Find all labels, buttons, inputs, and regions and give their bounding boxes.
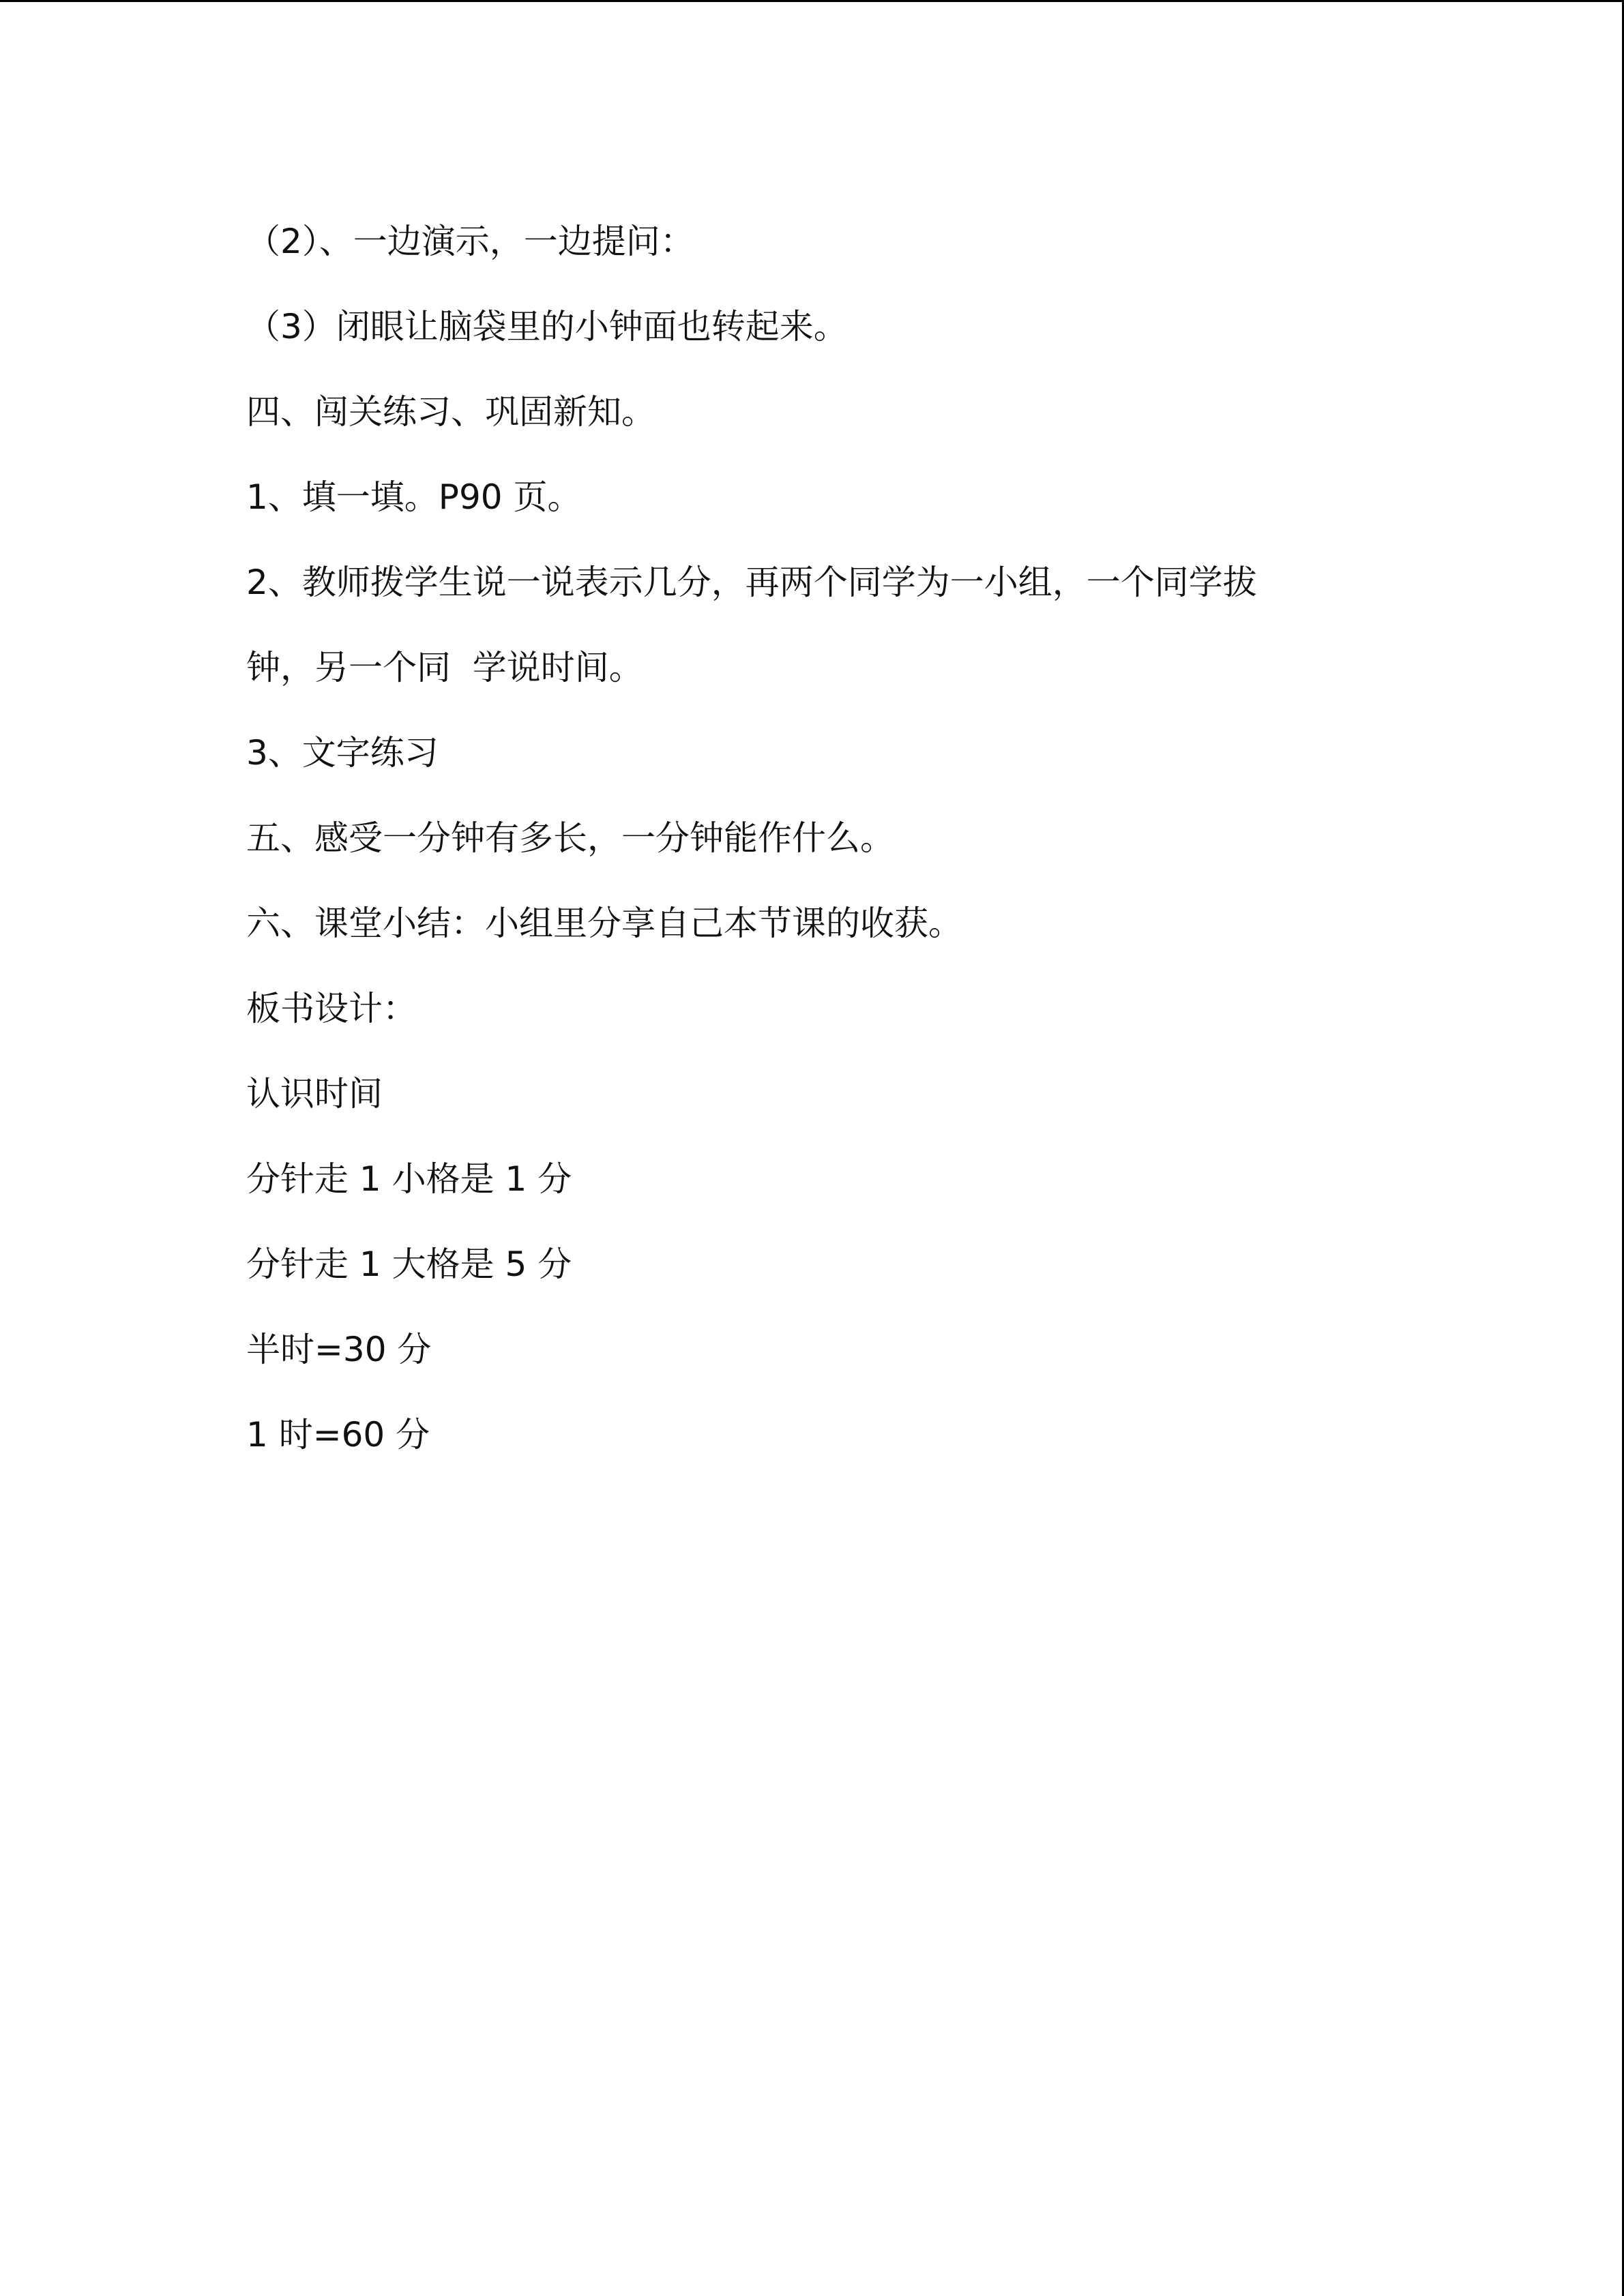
board-half-hour: 半时=30 分 bbox=[246, 1330, 432, 1369]
board-large-division: 分针走 1 大格是 5 分 bbox=[246, 1244, 572, 1284]
board-one-hour: 1 时=60 分 bbox=[246, 1415, 430, 1455]
section-four-heading: 四、闯关练习、巩固新知。 bbox=[246, 392, 655, 432]
exercise-clock-pairs-continued: 钟，另一个同 学说时间。 bbox=[246, 648, 643, 687]
step-demo-question: （2）、一边演示，一边提问： bbox=[246, 222, 694, 261]
step-close-eyes: （3）闭眼让脑袋里的小钟面也转起来。 bbox=[246, 307, 848, 346]
document-body bbox=[246, 219, 1406, 1497]
section-six-summary: 六、课堂小结：小组里分享自己本节课的收获。 bbox=[246, 904, 962, 943]
section-five-heading: 五、感受一分钟有多长，一分钟能作什么。 bbox=[246, 818, 894, 858]
board-design-heading: 板书设计： bbox=[246, 989, 417, 1028]
board-small-division: 分针走 1 小格是 1 分 bbox=[246, 1159, 572, 1199]
board-title: 认识时间 bbox=[246, 1074, 383, 1114]
exercise-clock-pairs: 2、教师拨学生说一说表示几分，再两个同学为一小组，一个同学拔 bbox=[246, 563, 1257, 602]
exercise-fill-in: 1、填一填。P90 页。 bbox=[246, 477, 582, 517]
exercise-text-practice: 3、文字练习 bbox=[246, 733, 439, 773]
